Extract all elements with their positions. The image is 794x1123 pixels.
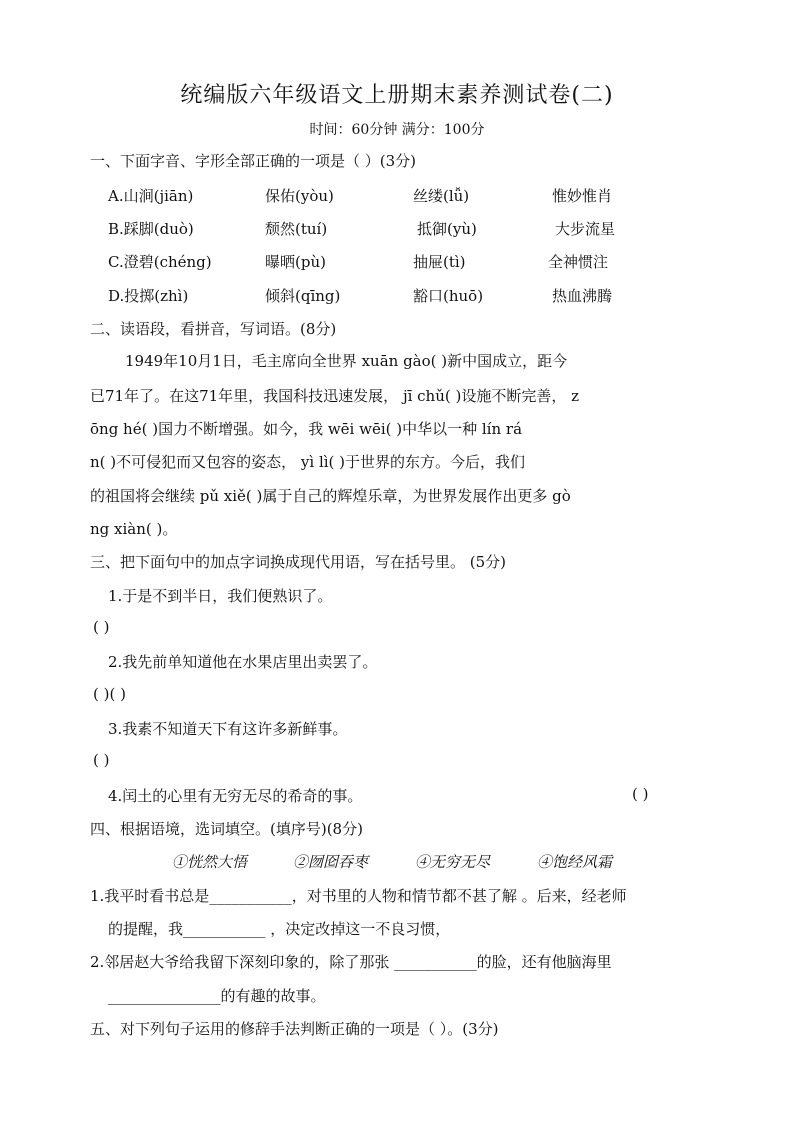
q4-choice-3: ④无穷无尽	[415, 853, 491, 871]
q1-option-b-word-1: B.踩脚(duò)	[108, 220, 194, 238]
q2-paragraph-line: 已71年了。在这71年里，我国科技迅速发展， jī chǔ( )设施不断完善， z	[90, 387, 580, 405]
exam-title: 统编版六年级语文上册期末素养测试卷(二)	[180, 83, 614, 108]
exam-subtitle: 时间：60分钟 满分：100分	[309, 122, 485, 138]
q1-option-c-word-1: C.澄碧(chéng)	[108, 253, 212, 271]
q1-option-d-word-3: 豁口(huō)	[413, 287, 484, 305]
q1-option-d-word-1: D.投掷(zhì)	[108, 287, 189, 305]
q4-choice-2: ②囫囵吞枣	[293, 853, 369, 871]
q1-option-b-word-2: 颓然(tuí)	[265, 220, 328, 238]
q1-option-c-word-3: 抽屉(tì)	[413, 253, 466, 271]
q2-paragraph-line: ōng hé( )国力不断增强。如今，我 wēi wēi( )中华以一种 lín rá	[90, 420, 523, 438]
q4-choice-1: ①恍然大悟	[172, 853, 248, 871]
q3-item-4-answer: ( )	[632, 785, 649, 803]
q2-paragraph-line: n( )不可侵犯而又包容的姿态， yì lì( )于世界的东方。今后，我们	[90, 453, 526, 471]
q4-line: 2.邻居赵大爷给我留下深刻印象的，除了那张 ___________的脸，还有他脑海里	[90, 953, 612, 971]
q1-option-d-word-4: 热血沸腾	[552, 287, 613, 305]
q4-heading: 四、根据语境，选词填空。(填序号)(8分)	[90, 820, 363, 838]
q2-paragraph-line: 1949年10月1日，毛主席向全世界 xuān gào( )新中国成立，距今	[125, 352, 568, 370]
q3-item-4-sentence: 4.闰土的心里有无穷无尽的希奇的事。	[108, 787, 363, 805]
q3-item-2-sentence: 2.我先前单知道他在水果店里出卖罢了。	[108, 653, 378, 671]
q4-line: 1.我平时看书总是___________，对书里的人物和情节都不甚了解 。后来，经老师	[90, 887, 627, 905]
q3-item-3-sentence: 3.我素不知道天下有这许多新鲜事。	[108, 720, 348, 738]
q1-option-b-word-4: 大步流星	[555, 220, 616, 238]
q1-option-c-word-2: 曝晒(pù)	[265, 253, 326, 271]
q1-option-a-word-1: A.山涧(jiān)	[108, 187, 194, 205]
q3-item-1-answer: ( )	[93, 618, 110, 636]
q3-item-1-sentence: 1.于是不到半日，我们便熟识了。	[108, 587, 333, 605]
q1-option-a-word-3: 丝缕(lǚ)	[413, 187, 470, 205]
q1-option-a-word-4: 惟妙惟肖	[552, 187, 613, 205]
q1-option-a-word-2: 保佑(yòu)	[265, 187, 334, 205]
q1-option-c-word-4: 全神惯注	[548, 253, 609, 271]
q2-paragraph-line: 的祖国将会继续 pǔ xiě( )属于自己的辉煌乐章，为世界发展作出更多 gò	[90, 487, 571, 505]
q3-item-2-answer: ( )( )	[93, 685, 126, 703]
q4-line: 的提醒，我___________ ，决定改掉这一不良习惯，	[108, 920, 451, 938]
q2-heading: 二、读语段，看拼音，写词语。(8分)	[90, 320, 337, 338]
q4-line: _______________的有趣的故事。	[108, 987, 326, 1005]
q1-option-d-word-2: 倾斜(qīng)	[265, 287, 341, 305]
q2-paragraph-line: ng xiàn( )。	[90, 520, 178, 538]
q5-heading: 五、对下列句子运用的修辞手法判断正确的一项是（ ）。(3分)	[90, 1020, 499, 1038]
q1-heading: 一、下面字音、字形全部正确的一项是（ ）(3分)	[90, 152, 417, 170]
q1-option-b-word-3: 抵御(yù)	[417, 220, 477, 238]
q3-item-3-answer: ( )	[93, 751, 110, 769]
q4-choice-4: ④饱经风霜	[537, 853, 613, 871]
q3-heading: 三、把下面句中的加点字词换成现代用语，写在括号里。 (5分)	[90, 553, 507, 571]
